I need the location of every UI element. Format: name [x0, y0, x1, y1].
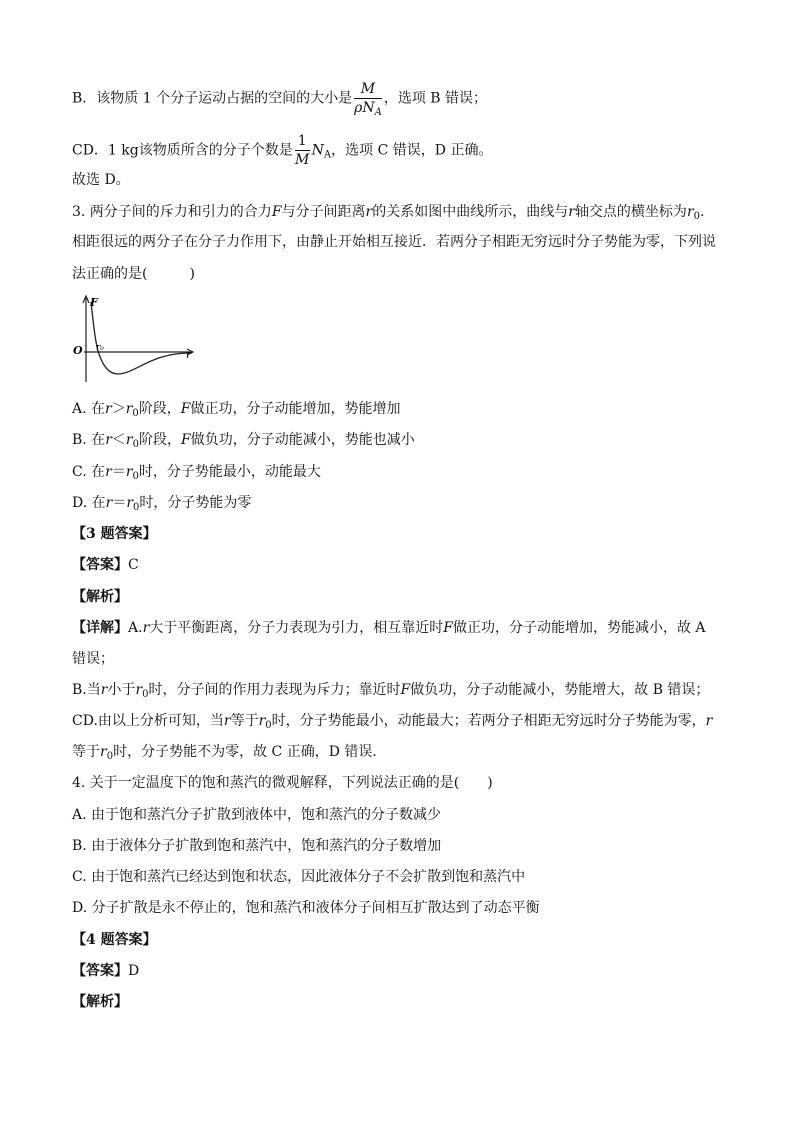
- q3-detail-line-2: 错误；: [72, 651, 114, 667]
- q3-analysis-label: 【解析】: [72, 589, 128, 605]
- q3-opt-d-var: r: [105, 495, 113, 511]
- q3-stem-1e: 的关系如图中曲线所示，曲线与: [372, 204, 569, 220]
- q3-opt-c-var: r: [105, 464, 112, 480]
- prev-b-suffix: ，选项 B 错误；: [383, 90, 488, 107]
- q3-opt-a-mid: ＞: [111, 401, 126, 417]
- q3-opt-d-pre: D. 在: [72, 495, 106, 511]
- q4-stem: 4. 关于一定温度下的饱和蒸汽的微观解释，下列说法正确的是( ): [72, 775, 493, 791]
- q3-opt-a-var: r: [105, 401, 112, 417]
- graph-label-r0: r₀: [96, 343, 104, 353]
- q3-stem-1f: r: [568, 204, 575, 220]
- q3-d4-b: r: [223, 713, 231, 729]
- q3-d1-e: 做正功，分子动能增加，势能减小，故 A: [452, 620, 706, 636]
- q3-d1-d: F: [443, 620, 453, 636]
- q4-analysis-label: 【解析】: [72, 994, 128, 1010]
- q3-stem-line-2: 相距很远的两分子在分子力作用下，由静止开始相互接近．若两分子相距无穷远时分子势能为零，下列说: [72, 234, 716, 250]
- prev-cd-frac-num: 1: [295, 132, 310, 151]
- q3-stem-1j: .: [700, 204, 705, 220]
- q3-d3-g: F: [400, 682, 411, 698]
- q3-stem-1a: 3. 两分子间的斥力和引力的合力: [72, 204, 272, 220]
- q3-answer: [72, 555, 139, 575]
- q3-d4-a: CD.由以上分析可知，当: [72, 713, 224, 729]
- prev-b-fraction: [354, 80, 382, 117]
- q3-d4-e: 0: [265, 720, 272, 731]
- prev-cd-fraction: [295, 132, 310, 169]
- q3-d1-c: 大于平衡距离，分子力表现为引力，相互靠近时: [149, 620, 444, 636]
- q3-d5-a: 等于: [72, 744, 100, 760]
- q3-detail-line-4: [72, 711, 712, 731]
- graph-label-F: F: [90, 296, 98, 309]
- q3-stem-1g: 轴交点的横坐标为: [574, 204, 687, 220]
- q3-stem-line-3: 法正确的是( ): [72, 266, 195, 282]
- q3-opt-a-f: F: [180, 401, 191, 417]
- q3-opt-b-pre: B. 在: [72, 432, 106, 448]
- q3-opt-c-r0-sub: 0: [132, 471, 139, 482]
- q3-opt-b-r0: r: [125, 432, 133, 448]
- q3-d5-b: r: [100, 744, 107, 760]
- q3-opt-b-r0-sub: 0: [132, 439, 139, 450]
- q3-d5-c: 0: [106, 751, 114, 762]
- q3-d4-d: r: [258, 713, 266, 729]
- q3-d1-a: A.: [128, 620, 143, 636]
- q3-opt-a-tail: 做正功，分子动能增加，势能增加: [190, 401, 401, 417]
- prev-b-frac-num: M: [354, 80, 382, 99]
- q3-answer-value: C: [128, 557, 139, 573]
- q3-d3-e: 0: [142, 689, 149, 700]
- q3-d3-h: 做负功，分子动能减小，势能增大，故 B 错误；: [410, 682, 710, 698]
- graph-label-O: O: [73, 344, 83, 357]
- q3-d3-c: 小于: [107, 682, 136, 698]
- prev-option-cd: [72, 132, 492, 169]
- q4-option-d: D. 分子扩散是永不停止的，饱和蒸汽和液体分子间相互扩散达到了动态平衡: [72, 900, 540, 916]
- q3-opt-b-mid: ＜: [111, 432, 126, 448]
- q3-option-d: [72, 493, 251, 513]
- prev-cd-suffix: ，选项 C 错误，D 正确。: [331, 142, 493, 159]
- q3-stem-1c: 与分子间距离: [281, 204, 366, 220]
- q3-opt-a-post: 阶段，: [138, 401, 181, 417]
- q3-option-b: [72, 430, 415, 450]
- q3-option-c: [72, 462, 321, 482]
- q3-detail-label: 【详解】: [72, 620, 128, 636]
- q3-opt-b-f: F: [180, 432, 191, 448]
- q3-opt-d-post: 时，分子势能为零: [139, 495, 252, 511]
- graph-label-r: r: [186, 348, 192, 361]
- q3-opt-c-pre: C. 在: [72, 464, 106, 480]
- q3-stem-line-1: [72, 202, 704, 222]
- q3-d3-d: r: [135, 682, 143, 698]
- q3-answer-header: 【3 题答案】: [72, 526, 157, 542]
- q4-answer-label: 【答案】: [72, 963, 128, 979]
- q3-opt-c-r0: r: [125, 464, 133, 480]
- q3-detail-line-1: [72, 618, 706, 638]
- q3-d3-a: B.当: [72, 682, 101, 698]
- prev-option-b: [72, 80, 487, 117]
- q3-detail-line-3: [72, 680, 709, 700]
- prev-b-text: B．该物质 1 个分子运动占据的空间的大小是: [72, 90, 353, 107]
- q4-option-c: C. 由于饱和蒸汽已经达到饱和状态，因此液体分子不会扩散到饱和蒸汽中: [72, 869, 526, 885]
- q3-stem-1b: F: [271, 204, 282, 220]
- q3-option-a: [72, 399, 401, 419]
- q3-opt-d-mid: ＝: [112, 495, 127, 511]
- q3-d4-g: r: [705, 713, 713, 729]
- graph-force-curve: [91, 302, 190, 374]
- q3-d3-b: r: [100, 682, 108, 698]
- q3-opt-d-r0: r: [126, 495, 134, 511]
- q3-opt-b-var: r: [105, 432, 112, 448]
- q4-answer: [72, 961, 139, 981]
- prev-cd-n-sub: A: [323, 149, 332, 161]
- q3-answer-label: 【答案】: [72, 557, 128, 573]
- prev-b-n-sub: A: [374, 107, 382, 118]
- q4-answer-value: D: [128, 963, 140, 979]
- q3-opt-d-r0-sub: 0: [133, 502, 140, 513]
- q4-option-a: A. 由于饱和蒸汽分子扩散到液体中，饱和蒸汽的分子数减少: [72, 807, 442, 823]
- q3-opt-c-mid: ＝: [111, 464, 126, 480]
- force-distance-graph: [72, 294, 202, 386]
- q3-d1-b: r: [142, 620, 150, 636]
- prev-cd-frac-den: M: [295, 152, 310, 168]
- q3-stem-1d: r: [365, 204, 373, 220]
- prev-cd-n: N: [311, 142, 324, 159]
- q3-opt-b-tail: 做负功，分子动能减小，势能也减小: [190, 432, 415, 448]
- q3-stem-1h: r: [686, 204, 694, 220]
- q3-detail-line-5: [72, 742, 386, 762]
- q3-d4-c: 等于: [230, 713, 259, 729]
- q3-d3-f: 时，分子间的作用力表现为斥力；靠近时: [148, 682, 401, 698]
- q3-d5-d: 时，分子势能不为零，故 C 正确，D 错误．: [113, 744, 387, 760]
- q3-opt-c-post: 时，分子势能最小，动能最大: [138, 464, 321, 480]
- q3-opt-b-post: 阶段，: [138, 432, 181, 448]
- q3-opt-a-r0: r: [125, 401, 133, 417]
- prev-cd-text: CD．1 kg该物质所含的分子个数是: [72, 142, 293, 159]
- prev-choose: 故选 D。: [72, 172, 130, 188]
- q4-answer-header: 【4 题答案】: [72, 932, 157, 948]
- q3-opt-a-r0-sub: 0: [132, 408, 139, 419]
- q3-d4-f: 时，分子势能最小，动能最大；若两分子相距无穷远时分子势能为零，: [271, 713, 706, 729]
- q3-opt-a-pre: A. 在: [72, 401, 106, 417]
- q4-option-b: B. 由于液体分子扩散到饱和蒸汽中，饱和蒸汽的分子数增加: [72, 838, 442, 854]
- prev-b-rho: ρ: [354, 100, 363, 116]
- q3-stem-1i: 0: [693, 211, 701, 222]
- prev-b-n: N: [362, 100, 375, 116]
- prev-b-frac-den: [354, 99, 382, 117]
